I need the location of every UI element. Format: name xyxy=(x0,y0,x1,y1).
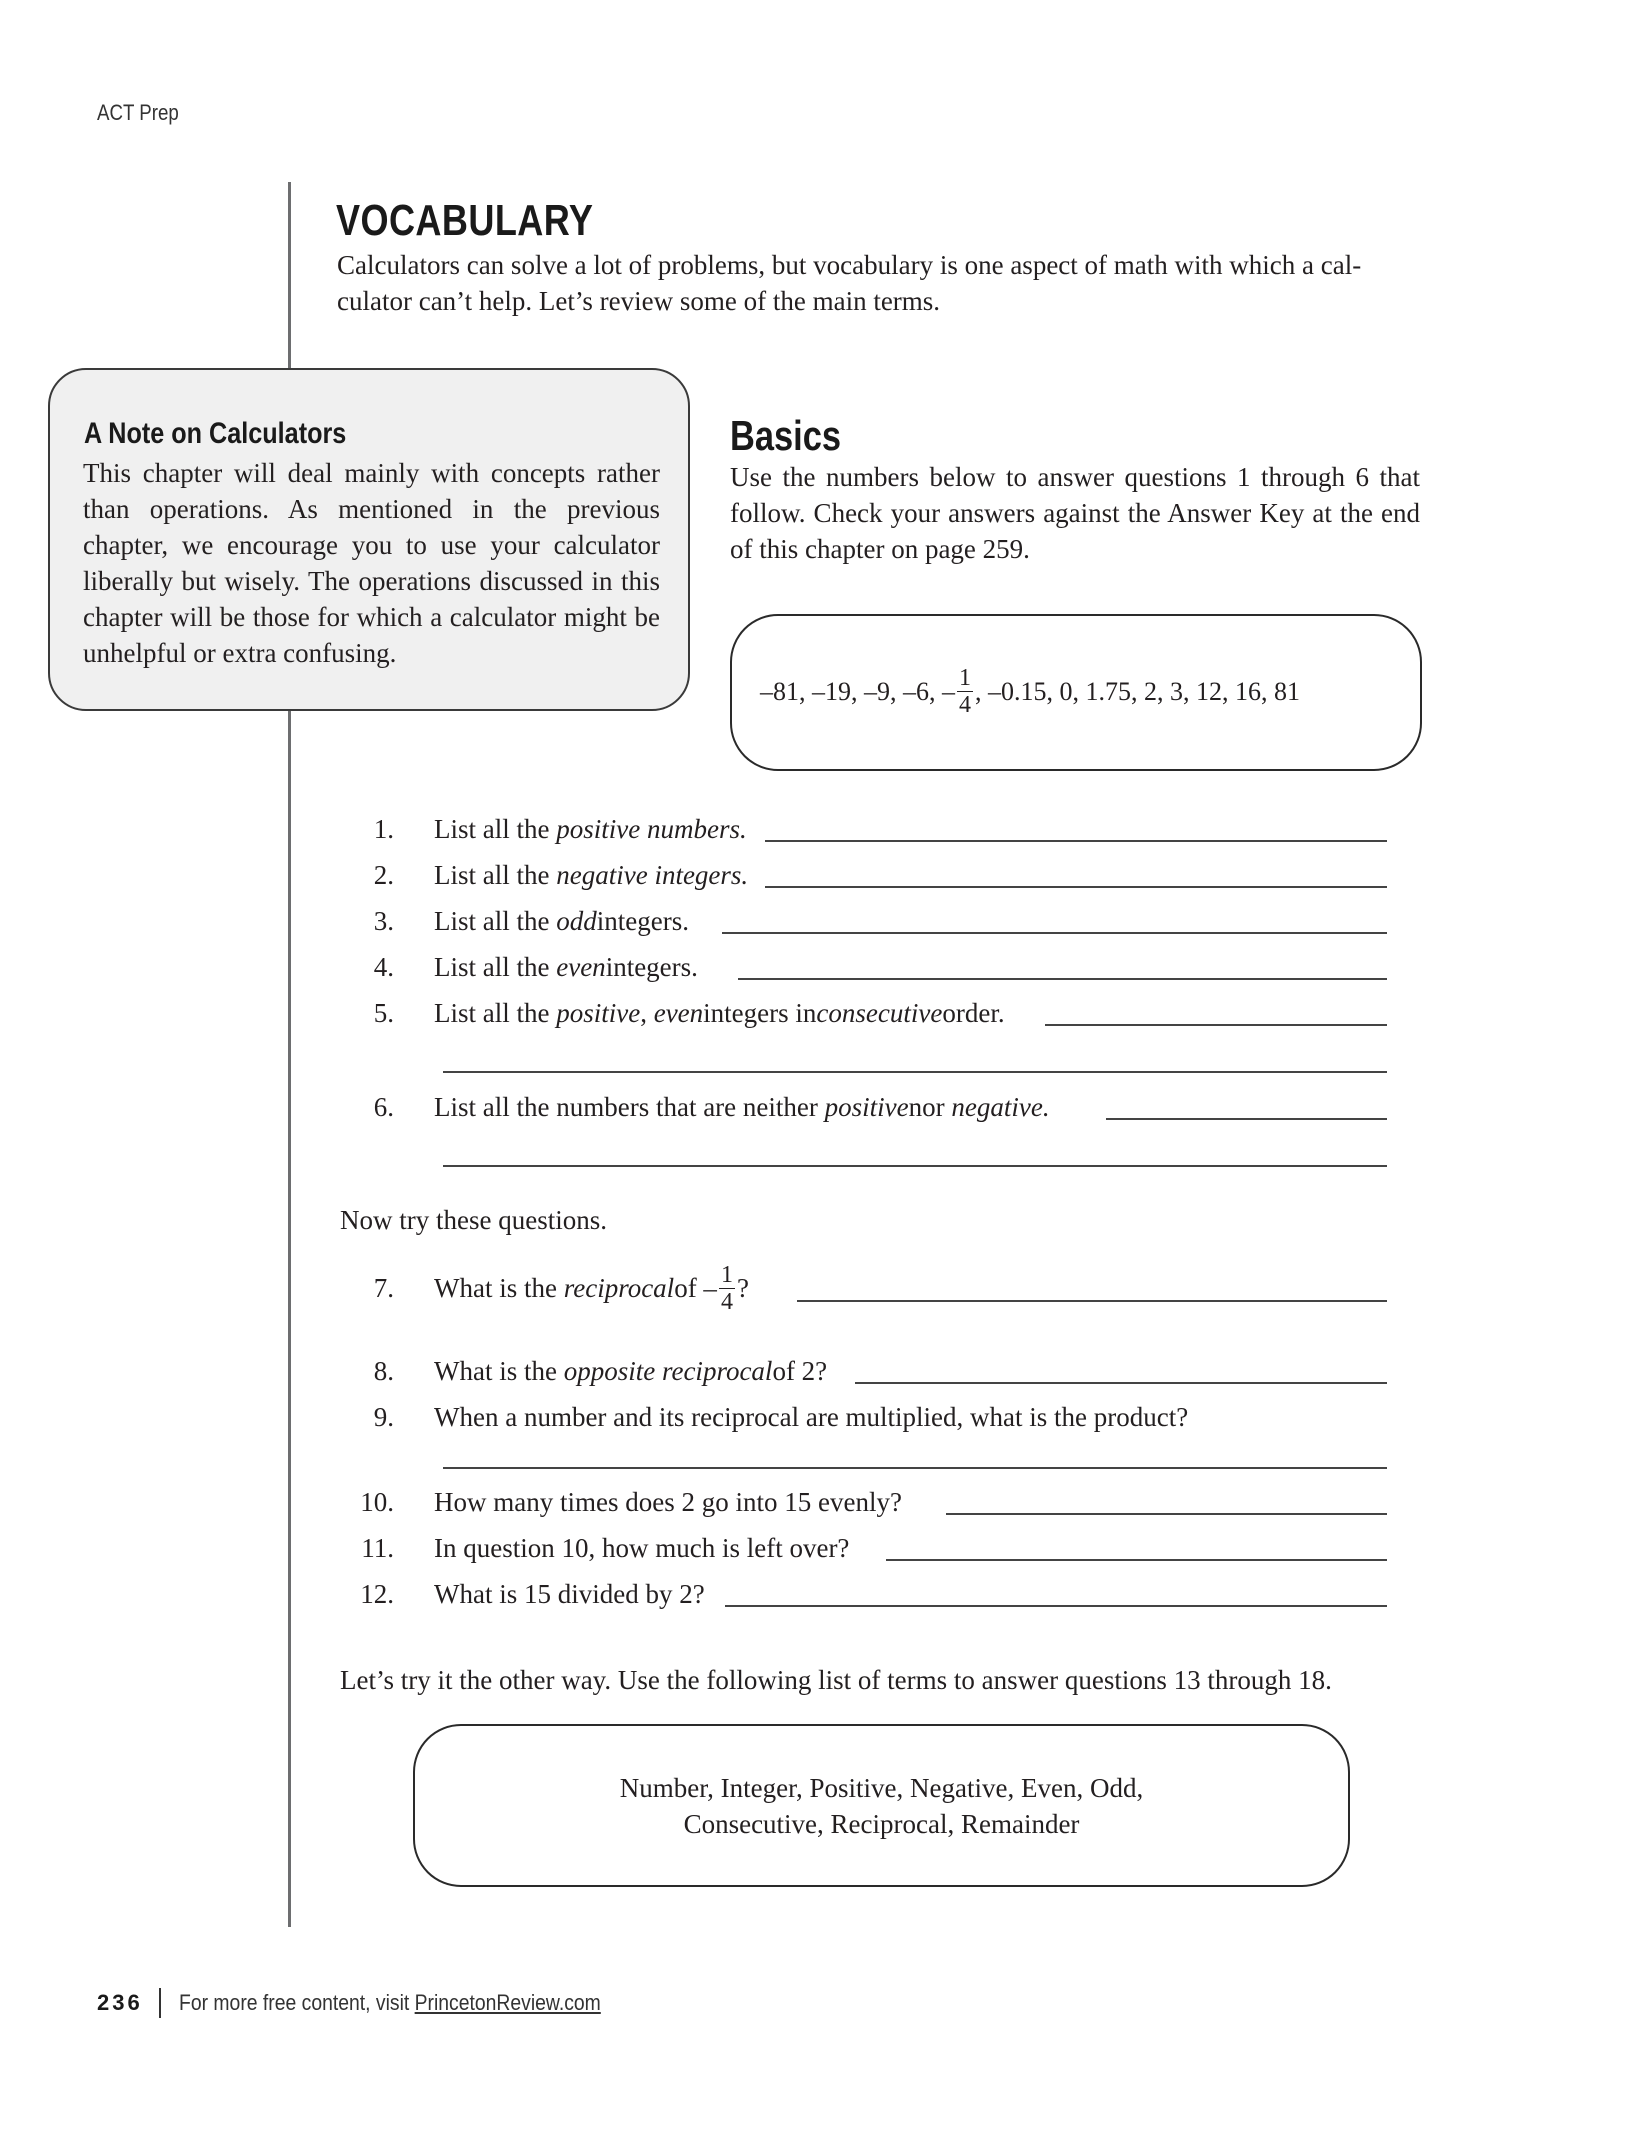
note-body: This chapter will deal mainly with concepts rather than operations. As mentioned in the previous chapter, we encourage you to use your calculator liberally but wisely. The operations discussed in this chapter will be those for which a calculator might be unhelpful or extra confusing. xyxy=(83,458,660,668)
answer-line-10[interactable] xyxy=(946,1513,1387,1515)
question-number: 3. xyxy=(373,906,394,936)
question-text: order. xyxy=(942,998,1005,1028)
question-text: integers. xyxy=(596,906,689,936)
numbers-list xyxy=(760,665,1400,718)
fraction-denominator: 4 xyxy=(720,1289,733,1315)
question-text: nor xyxy=(908,1092,945,1122)
section-title: VOCABULARY xyxy=(336,196,594,245)
answer-line-6a[interactable] xyxy=(1106,1118,1387,1120)
question-number: 5. xyxy=(373,998,394,1028)
question-text: integers. xyxy=(605,952,698,982)
page-footer xyxy=(97,1988,658,2018)
question-text: List all the xyxy=(434,860,550,890)
page-number: 236 xyxy=(97,1990,143,2015)
terms-line: Number, Integer, Positive, Negative, Even, Odd, xyxy=(619,1773,1144,1803)
question-text: When a number and its reciprocal are multiplied, what is the product? xyxy=(434,1402,1189,1432)
question-text: List all the xyxy=(434,814,550,844)
answer-line-12[interactable] xyxy=(725,1605,1387,1607)
question-number: 7. xyxy=(373,1273,394,1303)
answer-line-6b[interactable] xyxy=(443,1165,1387,1167)
emphasis: consecutive xyxy=(816,998,943,1028)
terms-list xyxy=(413,1770,1350,1842)
answer-line-2[interactable] xyxy=(765,886,1387,888)
question-10 xyxy=(350,1487,902,1518)
numbers-after: , –0.15, 0, 1.75, 2, 3, 12, 16, 81 xyxy=(975,676,1300,706)
emphasis: even xyxy=(556,952,606,982)
question-text: List all the xyxy=(434,952,550,982)
instruction-text: Now try these questions. xyxy=(340,1205,607,1235)
question-4 xyxy=(350,952,698,983)
emphasis: odd xyxy=(556,906,597,936)
question-number: 4. xyxy=(373,952,394,982)
answer-line-11[interactable] xyxy=(886,1559,1387,1561)
question-number: 8. xyxy=(373,1356,394,1386)
answer-line-8[interactable] xyxy=(855,1382,1387,1384)
question-number: 11. xyxy=(361,1533,394,1563)
emphasis: opposite reciprocal xyxy=(563,1356,773,1386)
emphasis: positive xyxy=(824,1092,909,1122)
question-3 xyxy=(350,906,689,937)
intro-line: culator can’t help. Let’s review some of the main terms. xyxy=(337,286,941,316)
fraction xyxy=(957,665,973,718)
terms-line: Consecutive, Reciprocal, Remainder xyxy=(683,1809,1080,1839)
question-number: 6. xyxy=(373,1092,394,1122)
question-text: How many times does 2 go into 15 evenly? xyxy=(434,1487,902,1517)
fraction-numerator: 1 xyxy=(959,665,971,691)
question-6 xyxy=(350,1092,1050,1123)
fraction xyxy=(719,1262,735,1315)
instruction-text: Let’s try it the other way. Use the following list of terms to answer questions 13 through 18. xyxy=(340,1665,1332,1695)
question-8 xyxy=(350,1356,827,1387)
emphasis: even xyxy=(653,998,704,1028)
subsection-title: Basics xyxy=(730,412,842,459)
question-number: 2. xyxy=(373,860,394,890)
answer-line-3[interactable] xyxy=(722,932,1387,934)
question-number: 1. xyxy=(373,814,394,844)
section-intro xyxy=(337,247,1437,319)
answer-line-9[interactable] xyxy=(443,1467,1387,1469)
numbers-before: –81, –19, –9, –6, – xyxy=(760,676,955,706)
intro-line: Calculators can solve a lot of problems, but vocabulary is one aspect of math with which a cal- xyxy=(337,250,1362,280)
question-text: of 2? xyxy=(772,1356,828,1386)
answer-line-5a[interactable] xyxy=(1045,1024,1387,1026)
emphasis: positive numbers. xyxy=(556,814,747,844)
running-head: ACT Prep xyxy=(97,100,179,125)
subsection-intro: Use the numbers below to answer questions 1 through 6 that follow. Check your answers against the Answer Key at the end of this chapter on page 259. xyxy=(730,462,1420,564)
question-7 xyxy=(350,1262,749,1315)
question-text: List all the xyxy=(434,998,550,1028)
answer-line-4[interactable] xyxy=(738,978,1387,980)
footer-label: For more free content, visit xyxy=(178,1990,415,2015)
question-text: What is the xyxy=(434,1273,557,1303)
emphasis: negative integers. xyxy=(556,860,749,890)
emphasis: positive xyxy=(556,998,641,1028)
question-text: ? xyxy=(736,1273,749,1303)
note-title: A Note on Calculators xyxy=(84,417,347,450)
question-text: , xyxy=(640,998,647,1028)
answer-line-7[interactable] xyxy=(797,1300,1387,1302)
question-text: List all the numbers that are neither xyxy=(434,1092,818,1122)
footer-divider xyxy=(159,1988,161,2018)
question-text: of – xyxy=(674,1273,717,1303)
question-12 xyxy=(350,1579,705,1610)
question-9 xyxy=(350,1402,1188,1433)
fraction-denominator: 4 xyxy=(959,692,971,718)
question-number: 10. xyxy=(360,1487,394,1517)
question-text: What is 15 divided by 2? xyxy=(434,1579,705,1609)
question-number: 12. xyxy=(360,1579,394,1609)
question-2 xyxy=(350,860,748,891)
emphasis: reciprocal xyxy=(563,1273,675,1303)
question-11 xyxy=(350,1533,849,1564)
question-5 xyxy=(350,998,1005,1029)
fraction-numerator: 1 xyxy=(720,1262,733,1288)
answer-line-5b[interactable] xyxy=(443,1071,1387,1073)
answer-line-1[interactable] xyxy=(765,840,1387,842)
question-1 xyxy=(350,814,747,845)
question-text: integers in xyxy=(703,998,817,1028)
question-text: What is the xyxy=(434,1356,557,1386)
question-text: In question 10, how much is left over? xyxy=(434,1533,850,1563)
question-text: List all the xyxy=(434,906,550,936)
emphasis: negative. xyxy=(951,1092,1050,1122)
question-number: 9. xyxy=(373,1402,394,1432)
footer-link[interactable]: PrincetonReview.com xyxy=(414,1990,601,2015)
footer-text xyxy=(179,1990,601,2016)
